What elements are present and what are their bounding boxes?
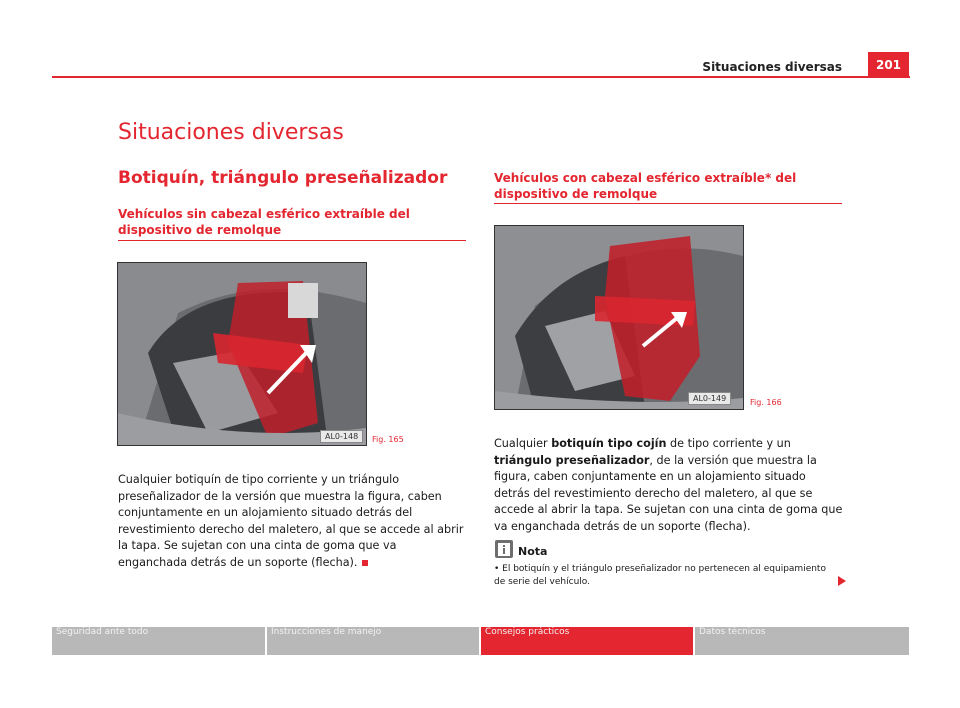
right-paragraph (494, 436, 844, 535)
figure-code-label: AL0-149 (688, 392, 731, 405)
left-paragraph (118, 472, 468, 571)
next-page-arrow-icon (838, 576, 846, 586)
page-number: 201 (868, 52, 909, 76)
page-title: Situaciones diversas (118, 120, 344, 145)
footer-tab-label: Datos técnicos (699, 627, 766, 637)
left-subheading: Vehículos sin cabezal esférico extraíble del dispositivo de remolque (118, 207, 410, 237)
footer-tab-label: Seguridad ante todo (56, 627, 149, 637)
note-icon (495, 540, 513, 558)
footer-tab-operating-instructions[interactable] (267, 627, 479, 655)
figure-166-photo (494, 225, 744, 410)
footer-tab-technical-data[interactable] (695, 627, 909, 655)
paragraph-text: , de la versión que muestra la figura, caben conjuntamente en un alojamiento situado detrás del revestimiento derecho del maletero, al que se accede al abrir la tapa. Se sujetan con una cinta de goma que va enganchada detrás de un soporte (flecha). (494, 453, 843, 533)
right-subheading: Vehículos con cabezal esférico extraíble* del dispositivo de remolque (494, 171, 797, 201)
figure-caption: Fig. 165 (372, 435, 404, 444)
figure-165-photo (117, 262, 367, 446)
paragraph-text: Cualquier (494, 437, 552, 450)
paragraph-text: de tipo corriente y un (666, 437, 791, 450)
emphasis-first-aid-kit: botiquín tipo cojín (551, 437, 667, 450)
figure-caption: Fig. 166 (750, 398, 782, 407)
figure-code-label: AL0-148 (320, 430, 363, 443)
footer-tab-safety[interactable] (52, 627, 265, 655)
right-subheading-rule (494, 203, 842, 204)
end-of-section-marker (362, 560, 368, 566)
footer-tab-label: Consejos prácticos (485, 627, 570, 637)
left-subheading-rule (118, 240, 466, 241)
footer-tab-practical-tips[interactable] (481, 627, 693, 655)
note-title: Nota (518, 545, 548, 558)
left-paragraph-text: Cualquier botiquín de tipo corriente y un triángulo preseñalizador de la versión que muestra la figura, caben conjuntamente en un alojamiento situado detrás del revestimiento derecho del maletero, al que se accede al abrir la tapa. Se sujetan con una cinta de goma que va enganchada detrás de un soporte (flecha). (118, 473, 464, 569)
running-title: Situaciones diversas (702, 60, 842, 74)
emphasis-warning-triangle: triángulo preseñalizador (494, 453, 650, 467)
footer-tab-label: Instrucciones de manejo (271, 627, 382, 637)
header-rule (52, 76, 910, 78)
note-text: • El botiquín y el triángulo preseñalizador no pertenecen al equipamiento de serie del vehículo. (494, 564, 826, 587)
section-title: Botiquín, triángulo preseñalizador (118, 168, 448, 188)
